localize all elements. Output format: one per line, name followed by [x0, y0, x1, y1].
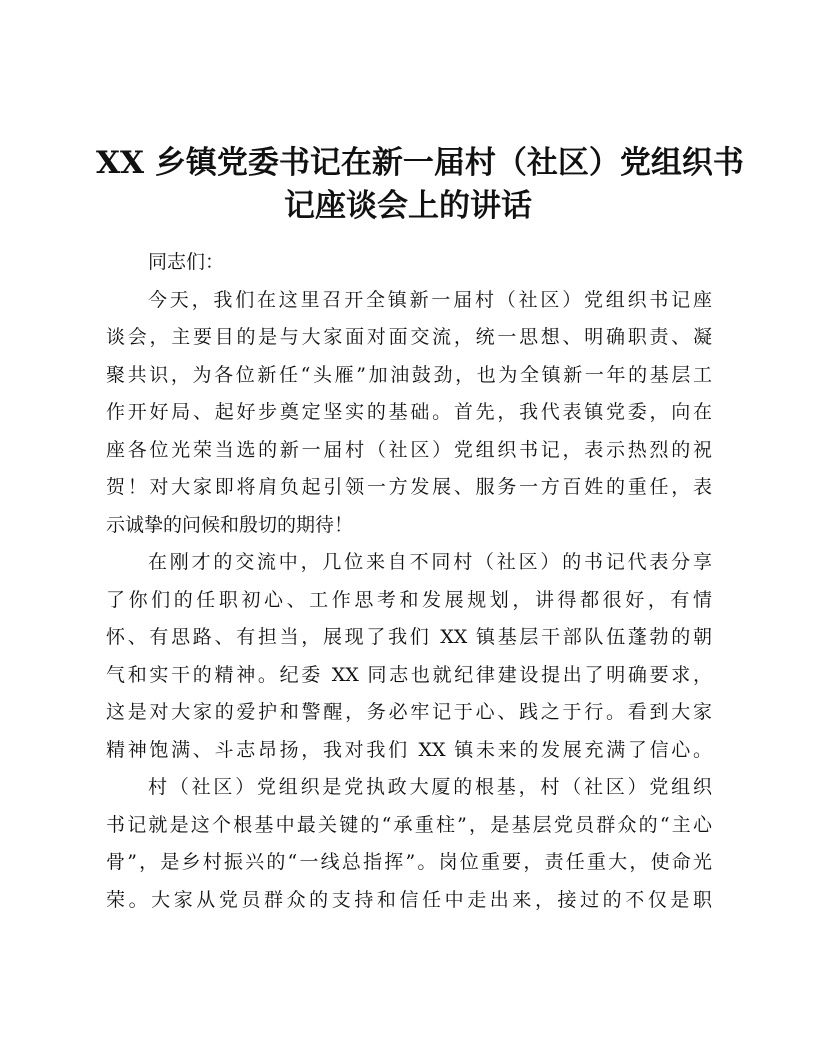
- paragraph-2: [106, 544, 712, 769]
- paragraph-line: 骨”，是乡村振兴的“一线总指挥”。岗位重要，责任重大，使命光: [106, 851, 712, 873]
- paragraph-line: 了你们的任职初心、工作思考和发展规划，讲得都很好，有情: [106, 588, 712, 611]
- paragraph-line: 荣。大家从党员群众的支持和信任中走出来，接过的不仅是职: [106, 888, 712, 911]
- paragraph-line: 气和实干的精神。纪委 XX 同志也就纪律建设提出了明确要求，: [106, 663, 712, 686]
- paragraph-line: 村（社区）党组织是党执政大厦的根基，村（社区）党组织: [148, 776, 712, 798]
- paragraph-line: 谈会，主要目的是与大家面对面交流，统一思想、明确职责、凝: [106, 326, 712, 348]
- title-line: XX 乡镇党委书记在新一届村（社区）党组织书: [96, 145, 744, 181]
- paragraph-line: 书记就是这个根基中最关键的“承重柱”，是基层党员群众的“主心: [106, 813, 712, 836]
- paragraph-line: 今天，我们在这里召开全镇新一届村（社区）党组织书记座: [148, 288, 712, 311]
- paragraph-line: 座各位光荣当选的新一届村（社区）党组织书记，表示热烈的祝: [106, 438, 712, 461]
- paragraph-line: 示诚挚的问候和殷切的期待！: [106, 513, 354, 536]
- document-body: [106, 244, 712, 919]
- title-line: 记座谈会上的讲话: [284, 188, 532, 224]
- paragraph-line: 这是对大家的爱护和警醒，务必牢记于心、践之于行。看到大家: [106, 701, 712, 723]
- paragraph-line: 精神饱满、斗志昂扬，我对我们 XX 镇未来的发展充满了信心。: [106, 738, 712, 761]
- salutation: 同志们：: [148, 251, 225, 273]
- paragraph-line: 贺！对大家即将肩负起引领一方发展、服务一方百姓的重任，表: [106, 476, 712, 498]
- paragraph-line: 怀、有思路、有担当，展现了我们 XX 镇基层干部队伍蓬勃的朝: [106, 626, 712, 648]
- paragraph-1: [106, 282, 712, 545]
- paragraph-line: 聚共识，为各位新任“头雁”加油鼓劲，也为全镇新一年的基层工: [106, 363, 712, 386]
- paragraph-3: [106, 769, 712, 919]
- document-title: [96, 142, 744, 228]
- paragraph-line: 作开好局、起好步奠定坚实的基础。首先，我代表镇党委，向在: [106, 401, 712, 423]
- paragraph-line: 在刚才的交流中，几位来自不同村（社区）的书记代表分享: [148, 551, 712, 573]
